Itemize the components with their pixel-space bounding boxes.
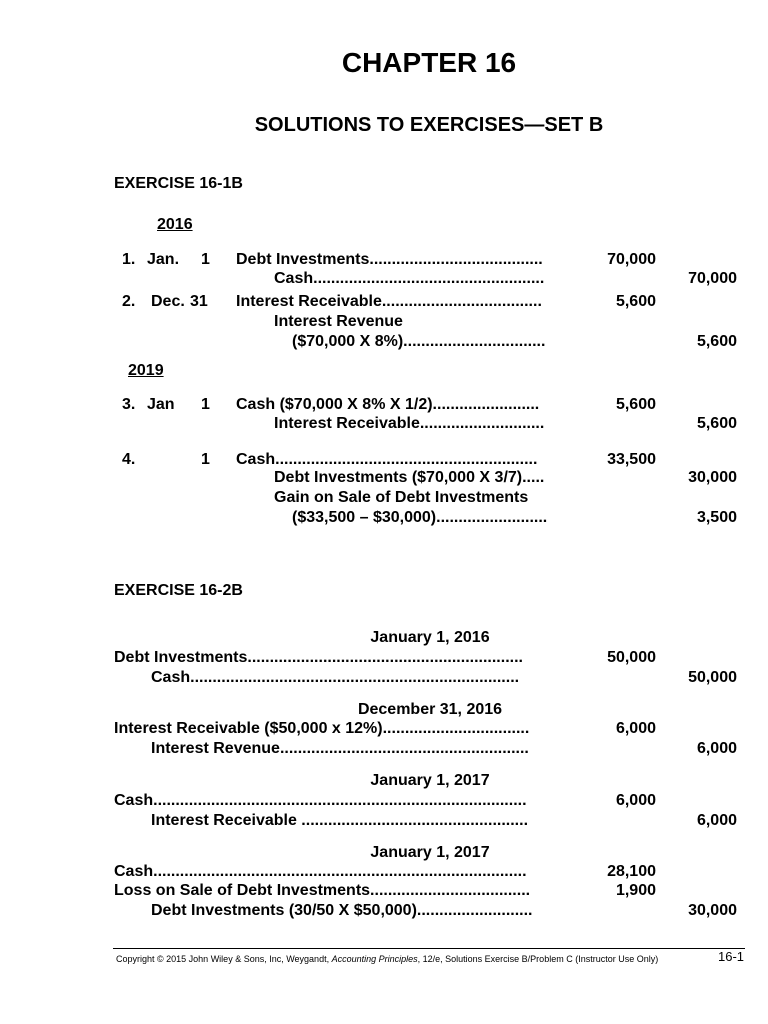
copyright-suffix: , 12/e, Solutions Exercise B/Problem C (Instructor Use Only) [417, 954, 659, 964]
credit-account: Cash.................................................... [274, 270, 545, 287]
entry-date: January 1, 2016 [370, 629, 490, 646]
entry-month: Dec. [151, 293, 185, 310]
credit-account: Gain on Sale of Debt Investments [274, 489, 529, 506]
credit-amount: 3,500 [696, 509, 737, 526]
copyright-notice [116, 953, 658, 965]
debit-account: Loss on Sale of Debt Investments.................................... [114, 882, 531, 899]
credit-amount: 5,600 [696, 415, 737, 432]
debit-amount: 5,600 [615, 293, 656, 310]
page-number: 16-1 [718, 949, 745, 964]
debit-account: Cash ($70,000 X 8% X 1/2)........................ [236, 396, 540, 413]
credit-account-detail: ($70,000 X 8%)................................ [292, 333, 546, 350]
debit-account: Cash........................................................... [236, 451, 538, 468]
credit-account: Interest Receivable ................................................... [151, 812, 529, 829]
entry-month: Jan [147, 396, 175, 413]
debit-amount: 33,500 [607, 451, 656, 468]
credit-account: Debt Investments ($70,000 X 3/7)..... [274, 469, 545, 486]
entry-date: January 1, 2017 [370, 772, 490, 789]
entry-number: 1. [122, 251, 136, 268]
credit-amount: 30,000 [688, 902, 737, 919]
credit-account-detail: ($33,500 – $30,000)......................... [292, 509, 548, 526]
year-label: 2016 [157, 216, 193, 233]
entry-day: 1 [201, 396, 210, 413]
debit-account: Debt Investments.............................................................. [114, 649, 523, 666]
credit-amount: 50,000 [688, 669, 737, 686]
book-title: Accounting Principles [331, 954, 418, 964]
exercise-heading: EXERCISE 16-2B [114, 582, 243, 599]
year-label: 2019 [128, 362, 164, 379]
copyright-prefix: Copyright © 2015 John Wiley & Sons, Inc, Weygandt, [116, 954, 332, 964]
credit-amount: 70,000 [688, 270, 737, 287]
exercise-heading: EXERCISE 16-1B [114, 175, 243, 192]
entry-day: 1 [201, 451, 210, 468]
debit-amount: 28,100 [607, 863, 656, 880]
credit-account: Cash.......................................................................... [151, 669, 520, 686]
entry-day: 31 [190, 293, 208, 310]
credit-amount: 6,000 [696, 740, 737, 757]
debit-account: Interest Receivable.................................... [236, 293, 542, 310]
debit-amount: 6,000 [615, 720, 656, 737]
credit-amount: 30,000 [688, 469, 737, 486]
debit-amount: 1,900 [615, 882, 656, 899]
credit-account: Interest Receivable............................ [274, 415, 545, 432]
entry-number: 4. [122, 451, 136, 468]
credit-account: Interest Revenue........................................................ [151, 740, 529, 757]
credit-amount: 6,000 [696, 812, 737, 829]
credit-amount: 5,600 [696, 333, 737, 350]
entry-day: 1 [201, 251, 210, 268]
entry-date: January 1, 2017 [370, 844, 490, 861]
page-subtitle: SOLUTIONS TO EXERCISES—SET B [254, 114, 604, 136]
debit-amount: 5,600 [615, 396, 656, 413]
footer-divider [113, 948, 745, 949]
credit-account: Interest Revenue [274, 313, 403, 330]
credit-account: Debt Investments (30/50 X $50,000).......................... [151, 902, 533, 919]
entry-date: December 31, 2016 [357, 701, 503, 718]
entry-month: Jan. [147, 251, 180, 268]
debit-account: Cash.................................................................................... [114, 792, 527, 809]
debit-account: Interest Receivable ($50,000 x 12%)................................. [114, 720, 530, 737]
debit-amount: 70,000 [607, 251, 656, 268]
entry-number: 3. [122, 396, 136, 413]
debit-amount: 6,000 [615, 792, 656, 809]
chapter-title: CHAPTER 16 [341, 47, 517, 78]
debit-amount: 50,000 [607, 649, 656, 666]
debit-account: Debt Investments....................................... [236, 251, 543, 268]
debit-account: Cash.................................................................................... [114, 863, 527, 880]
entry-number: 2. [122, 293, 136, 310]
